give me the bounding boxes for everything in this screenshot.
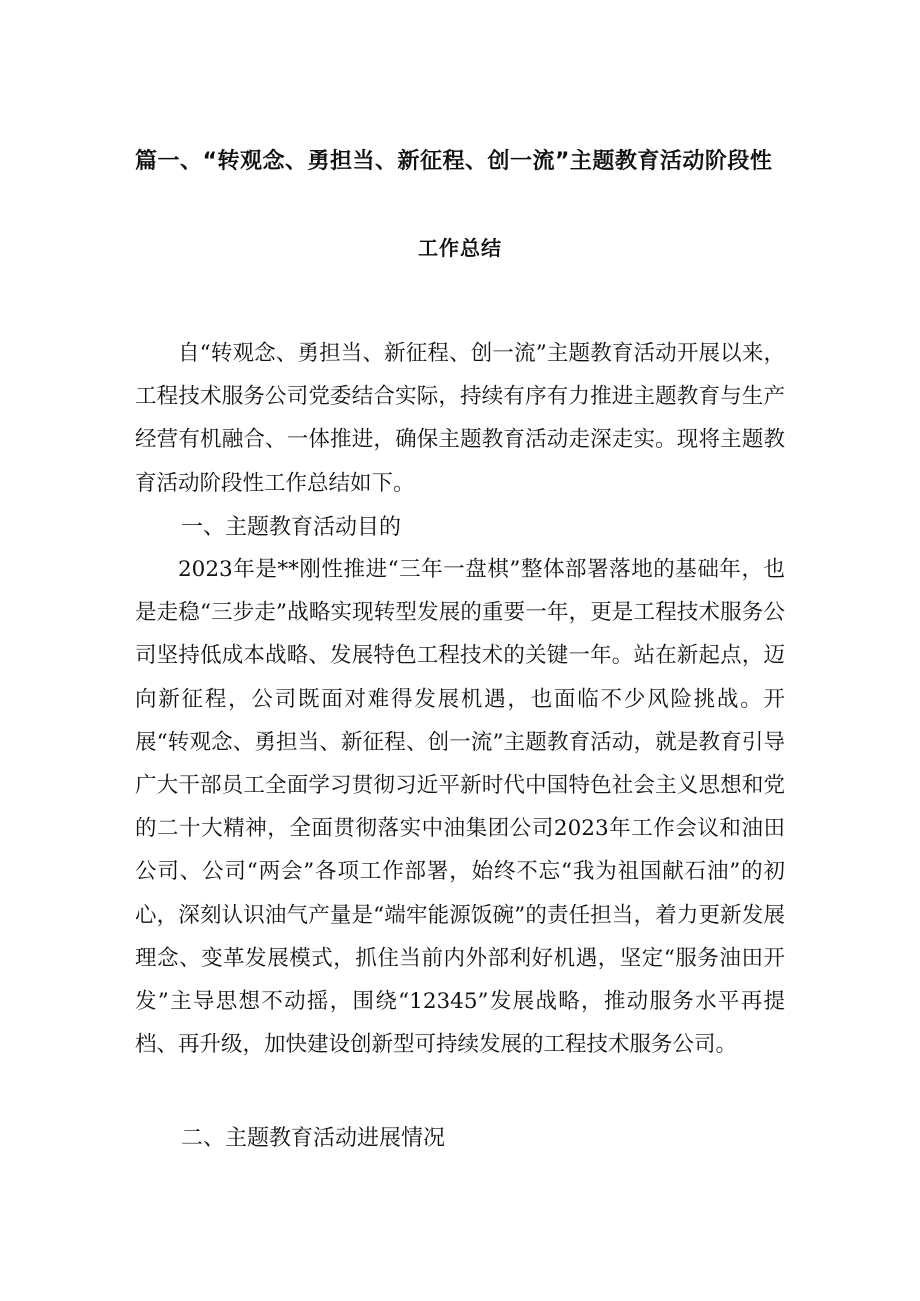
document-title: 篇一、“转观念、勇担当、新征程、创一流”主题教育活动阶段性 [135,149,773,174]
section-1-paragraph: 2023年是**刚性推进“三年一盘棋”整体部署落地的基础年，也是走稳“三步走”战略实现转型发展的重要一年，更是工程技术服务公司坚持低成本战略、发展特色工程技术的关键一年。站在新起点，迈向新征程，公司既面对难得发展机遇，也面临不少风险挑战。开展“转观念、勇担当、新征程、创一流”主题教育活动，就是教育引导广大干部员工全面学习贯彻习近平新时代中国特色社会主义思想和党的二十大精神，全面贯彻落实中油集团公司2023年工作会议和油田公司、公司“两会”各项工作部署，始终不忘“我为祖国献石油”的初心，深刻认识油气产量是“端牢能源饭碗”的责任担当，着力更新发展理念、变革发展模式，抓住当前内外部利好机遇，坚定“服务油田开发”主导思想不动摇，围绕“12345”发展战略，推动服务水平再提档、再升级，加快建设创新型可持续发展的工程技术服务公司。 [135,557,785,1058]
section-heading-2: 二、主题教育活动进展情况 [181,1126,446,1151]
document-subtitle: 工作总结 [418,236,502,260]
section-heading-1: 一、主题教育活动目的 [181,515,402,540]
intro-paragraph: 自“转观念、勇担当、新征程、创一流”主题教育活动开展以来，工程技术服务公司党委结合实际，持续有序有力推进主题教育与生产经营有机融合、一体推进，确保主题教育活动走深走实。现将主题教育活动阶段性工作总结如下。 [135,341,785,496]
